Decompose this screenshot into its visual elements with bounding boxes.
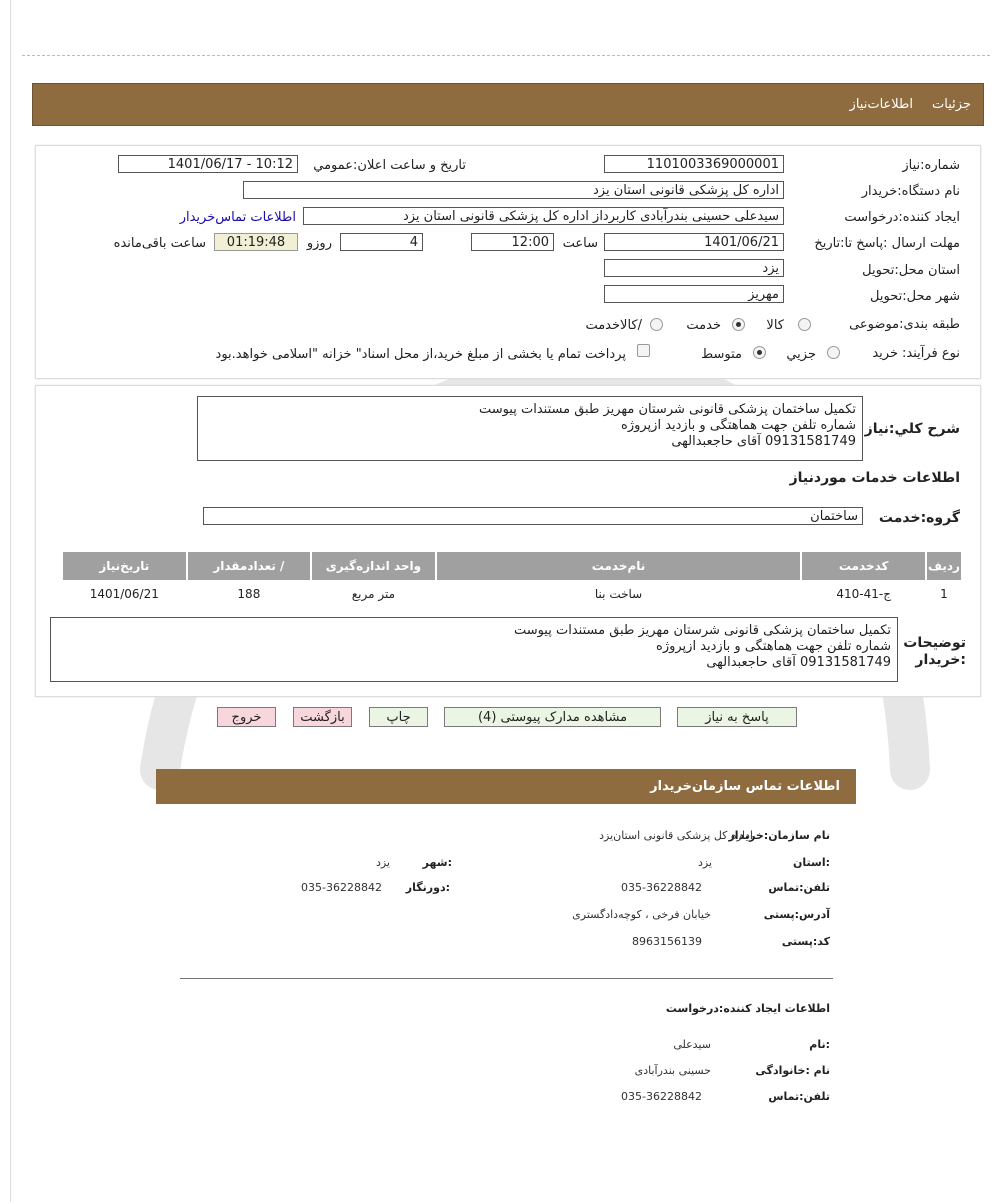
fax-value: 035-36228842	[301, 881, 382, 894]
cell-row: 1	[927, 582, 961, 606]
tab-details[interactable]: جزئیات	[932, 97, 971, 112]
summary-line-1: تکمیل ساختمان پزشکی قانونی شرستان مهریز طبق مستندات پیوست	[478, 402, 856, 417]
contact-title: اطلاعات تماس سازمان‌خریدار	[650, 779, 840, 794]
buyer-notes-line-2: شماره تلفن جهت هماهتگی و بازدید ازپروژه	[656, 639, 891, 654]
services-table	[61, 550, 963, 608]
phone-label: تلفن:تماس	[768, 881, 830, 894]
hour-label: ساعت	[562, 236, 598, 251]
province-contact-label: :استان	[793, 856, 830, 869]
deadline-date-field: 1401/06/21	[604, 233, 784, 251]
remaining-timer: 01:19:48	[214, 233, 298, 251]
table-header-row	[63, 552, 961, 580]
city-label: شهر محل:تحویل	[870, 289, 960, 304]
deadline-label: مهلت ارسال :پاسخ تا:تاریخ	[814, 236, 960, 251]
col-unit: واحد اندازه‌گیری	[312, 552, 435, 580]
category-goods-label: کالا	[766, 318, 784, 333]
fax-label: :دورنگار	[405, 881, 450, 894]
col-service-name: نام‌خدمت	[437, 552, 801, 580]
creator-label: ایجاد کننده:درخواست	[844, 210, 960, 225]
back-button[interactable]: بازگشت	[293, 707, 352, 727]
print-button[interactable]: چاپ	[369, 707, 428, 727]
phone-value: 035-36228842	[621, 881, 702, 894]
process-label: نوع فرآیند:	[902, 346, 960, 361]
page-header	[32, 83, 984, 126]
province-field: یزد	[604, 259, 784, 277]
process-medium-radio[interactable]	[753, 346, 766, 359]
category-label: طبقه بندی:موضوعی	[849, 317, 960, 332]
creator-field: سیدعلی حسینی بندرآبادی کاربرداز اداره کل پزشکی قانونی استان یزد	[303, 207, 784, 225]
payment-checkbox[interactable]	[637, 344, 650, 357]
buyer-notes-label-1: توضیحات	[903, 635, 966, 651]
buyer-org-label: نام دستگاه:خریدار	[861, 184, 960, 199]
days-field: 4	[340, 233, 423, 251]
summary-label: شرح كلي:نياز	[864, 421, 960, 437]
remaining-label: ساعت باقی‌مانده	[113, 236, 206, 251]
tab-need-info[interactable]: اطلاعات‌نیاز	[849, 97, 913, 112]
address-label: آدرس:پستی	[763, 908, 830, 921]
contact-header	[156, 769, 856, 804]
creator-family-value: حسینی بندرآبادی	[634, 1064, 711, 1077]
summary-description	[197, 396, 863, 461]
cell-need-date: 1401/06/21	[63, 582, 186, 606]
creator-phone-value: 035-36228842	[621, 1090, 702, 1103]
announce-field: 1401/06/17 - 10:12	[118, 155, 298, 173]
days-label: روزو	[306, 236, 332, 251]
buyer-org-field: اداره کل پزشکی قانونی استان یزد	[243, 181, 784, 199]
summary-line-3: 09131581749 آقای حاجعبدالهی	[671, 434, 856, 449]
service-group-label: گروه:خدمت	[878, 510, 960, 526]
contact-info-link[interactable]: اطلاعات تماس‌خریدار	[179, 210, 296, 225]
postal-label: کد:پستی	[781, 935, 830, 948]
creator-family-label: نام :خانوادگی	[755, 1064, 830, 1077]
buyer-notes-line-3: 09131581749 آقای حاجعبدالهی	[706, 655, 891, 670]
creator-name-label: :نام	[809, 1038, 830, 1051]
process-minor-label: جزيي	[786, 347, 816, 362]
postal-value: 8963156139	[632, 935, 702, 948]
exit-button[interactable]: خروج	[217, 707, 276, 727]
col-quantity: / تعدادمقدار	[188, 552, 311, 580]
cell-unit: متر مربع	[312, 582, 435, 606]
reply-button[interactable]: پاسخ به نیاز	[677, 707, 797, 727]
org-label: نام سازمان:خریدار	[728, 829, 830, 842]
table-row	[63, 582, 961, 606]
process-minor-radio[interactable]	[827, 346, 840, 359]
attachments-button[interactable]: مشاهده مدارک پیوستی (4)	[444, 707, 661, 727]
city-contact-value: یزد	[375, 856, 390, 869]
creator-phone-label: تلفن:تماس	[768, 1090, 830, 1103]
section-divider	[180, 978, 833, 979]
city-field: مهریز	[604, 285, 784, 303]
process-buy-label: خرید	[872, 346, 898, 361]
cell-quantity: 188	[188, 582, 311, 606]
announce-label: تاریخ و ساعت اعلان:عمومي	[313, 158, 466, 173]
category-service-radio[interactable]	[732, 318, 745, 331]
buyer-notes-line-1: تکمیل ساختمان پزشکی قانونی شرستان مهریز طبق مستندات پیوست	[513, 623, 891, 638]
payment-note: پرداخت تمام یا بخشی از مبلغ خرید،از محل اسناد" خزانه "اسلامی خواهد.بود	[215, 347, 626, 362]
service-group-field: ساختمان	[203, 507, 863, 525]
creator-info-title: اطلاعات ایجاد کننده:درخواست	[665, 1002, 830, 1015]
category-service-label: خدمت	[686, 318, 721, 333]
page-left-border	[10, 0, 11, 1202]
province-contact-value: یزد	[697, 856, 712, 869]
cell-service-code: ج-41-410	[802, 582, 925, 606]
category-both-label: /کالاخدمت	[585, 318, 642, 333]
col-need-date: تاریخ‌نیاز	[63, 552, 186, 580]
summary-line-2: شماره تلفن جهت هماهتگی و بازدید ازپروژه	[621, 418, 856, 433]
buyer-notes-description	[50, 617, 898, 682]
org-value: اداره کل پزشکی قانونی استان‌یزد	[599, 829, 753, 842]
top-divider	[22, 55, 990, 56]
need-number-field: 1101003369000001	[604, 155, 784, 173]
services-title: اطلاعات خدمات موردنیاز	[789, 470, 960, 486]
col-service-code: کدخدمت	[802, 552, 925, 580]
city-contact-label: :شهر	[422, 856, 452, 869]
buyer-notes-label-2: :خریدار	[915, 652, 966, 668]
cell-service-name: ساخت بنا	[437, 582, 801, 606]
category-goods-radio[interactable]	[798, 318, 811, 331]
category-both-radio[interactable]	[650, 318, 663, 331]
province-label: استان محل:تحویل	[862, 263, 960, 278]
need-number-label: شماره:نیاز	[902, 158, 960, 173]
address-value: خیابان فرخی ، کوچه‌دادگستری	[572, 908, 711, 921]
col-row: ردیف	[927, 552, 961, 580]
deadline-hour-field: 12:00	[471, 233, 554, 251]
process-medium-label: متوسط	[701, 347, 742, 362]
creator-name-value: سیدعلی	[673, 1038, 711, 1051]
